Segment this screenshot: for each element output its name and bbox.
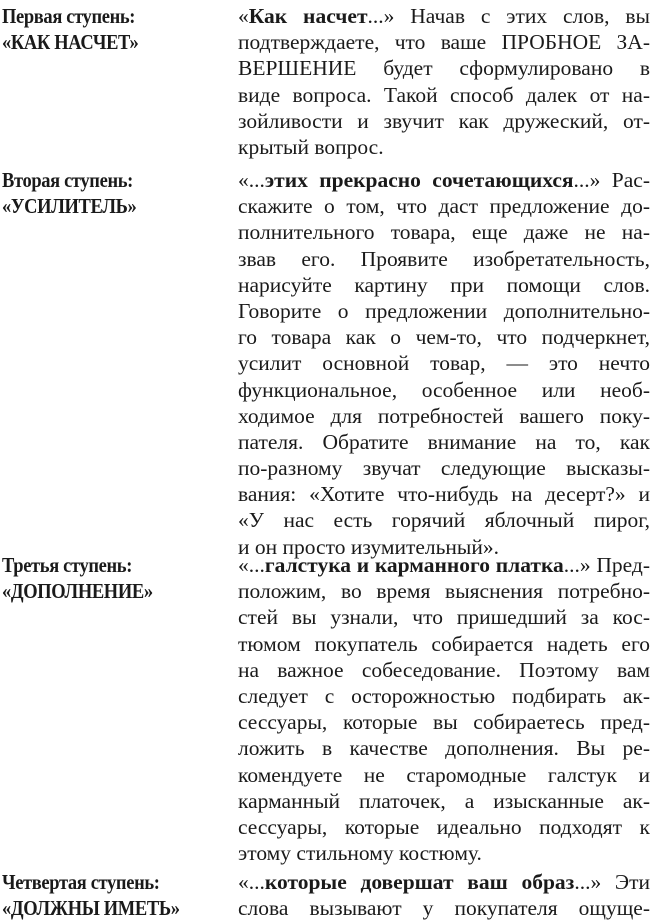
quote-close: ...» — [574, 870, 602, 894]
step-name: «ДОПОЛНЕНИЕ» — [2, 579, 153, 603]
text-line: карманный платочек, а изысканные ак- — [238, 788, 650, 813]
step-number: Вторая ступень: — [2, 168, 133, 192]
text-line: виде вопроса. Такой способ далек от на- — [238, 82, 650, 107]
text-line: Говорите о предложении дополнительно- — [238, 298, 650, 323]
step-paragraph — [238, 3, 650, 160]
text-line: на важное собеседование. Поэтому вам — [238, 657, 650, 682]
text-line: стей вы узнали, что пришедший за кос- — [238, 605, 650, 630]
step-number: Первая ступень: — [2, 4, 136, 28]
text-line: Эти — [601, 870, 650, 894]
quote-open: «... — [238, 553, 265, 577]
text-line: по-разному звучат следующие высказы- — [238, 456, 650, 481]
text-line: положим, во время выяснения потребно- — [238, 579, 650, 604]
step-number: Четвертая ступень: — [2, 870, 160, 894]
step-paragraph — [238, 167, 650, 560]
text-line: пателя. Обратите внимание на то, как — [238, 429, 650, 454]
lead-phrase: Как насчет — [248, 4, 368, 28]
text-line: зойливости и звучит как дружеский, от- — [238, 108, 650, 133]
text-line: вания: «Хотите что-нибудь на десерт?» и — [238, 482, 650, 507]
quote-open: «... — [238, 870, 265, 894]
text-line: этому стильному костюму. — [238, 841, 482, 866]
step-heading — [2, 869, 204, 921]
text-line: комендуете не старомодные галстук и — [238, 762, 650, 787]
text-line: и он просто изумительный». — [238, 534, 500, 559]
lead-phrase: которые довершат ваш образ — [264, 870, 575, 894]
text-line: го товара как о чем-то, что подчеркнет, — [238, 325, 650, 350]
text-line: нарисуйте картину при помощи слов. — [238, 272, 650, 297]
step-paragraph — [238, 552, 650, 866]
lead-phrase: галстука и карманного платка — [264, 553, 564, 577]
step-heading — [2, 552, 204, 604]
text-line: Рас- — [600, 168, 651, 192]
text-line: Начав с этих слов, вы — [394, 4, 650, 28]
step-heading — [2, 167, 204, 219]
text-line: «У нас есть горячий яблочный пирог, — [238, 508, 650, 533]
text-line: скажите о том, что даст предложение до- — [238, 194, 650, 219]
text-line: функциональное, особенное или необ- — [238, 377, 650, 402]
quote-open: «... — [238, 168, 265, 192]
step-heading — [2, 3, 204, 55]
step-name: «КАК НАСЧЕТ» — [2, 30, 139, 54]
quote-open: « — [238, 4, 249, 28]
quote-close: ...» — [367, 4, 395, 28]
step-name: «УСИЛИТЕЛЬ» — [2, 194, 137, 218]
text-line: сессуары, которые идеально подходят к — [238, 814, 650, 839]
text-line: слова вызывают у покупателя ощуще- — [238, 896, 650, 921]
text-line: ВЕРШЕНИЕ будет сформулировано в — [238, 56, 650, 81]
text-line: подтверждаете, что ваше ПРОБНОЕ ЗА- — [238, 30, 650, 55]
text-line: усилит основной товар, — это нечто — [238, 351, 650, 376]
text-line: звав его. Проявите изобретательность, — [238, 246, 650, 271]
step-name: «ДОЛЖНЫ ИМЕТЬ» — [2, 896, 180, 920]
quote-close: ...» — [573, 168, 601, 192]
step-paragraph — [238, 869, 650, 921]
quote-close: ...» — [563, 553, 591, 577]
text-line: Пред- — [590, 553, 651, 577]
step-number: Третья ступень: — [2, 553, 132, 577]
lead-phrase: этих прекрасно сочетающихся — [264, 168, 574, 192]
text-line: следует с осторожностью подбирать ак- — [238, 683, 650, 708]
text-line: ходимое для потребностей вашего поку- — [238, 403, 650, 428]
text-line: полнительного товара, еще даже не на- — [238, 220, 650, 245]
text-line: тюмом покупатель собирается надеть его — [238, 631, 650, 656]
text-line: ложить в качестве дополнения. Вы ре- — [238, 736, 650, 761]
text-line: крытый вопрос. — [238, 134, 384, 159]
text-line: сессуары, которые вы собираетесь пред- — [238, 710, 650, 735]
